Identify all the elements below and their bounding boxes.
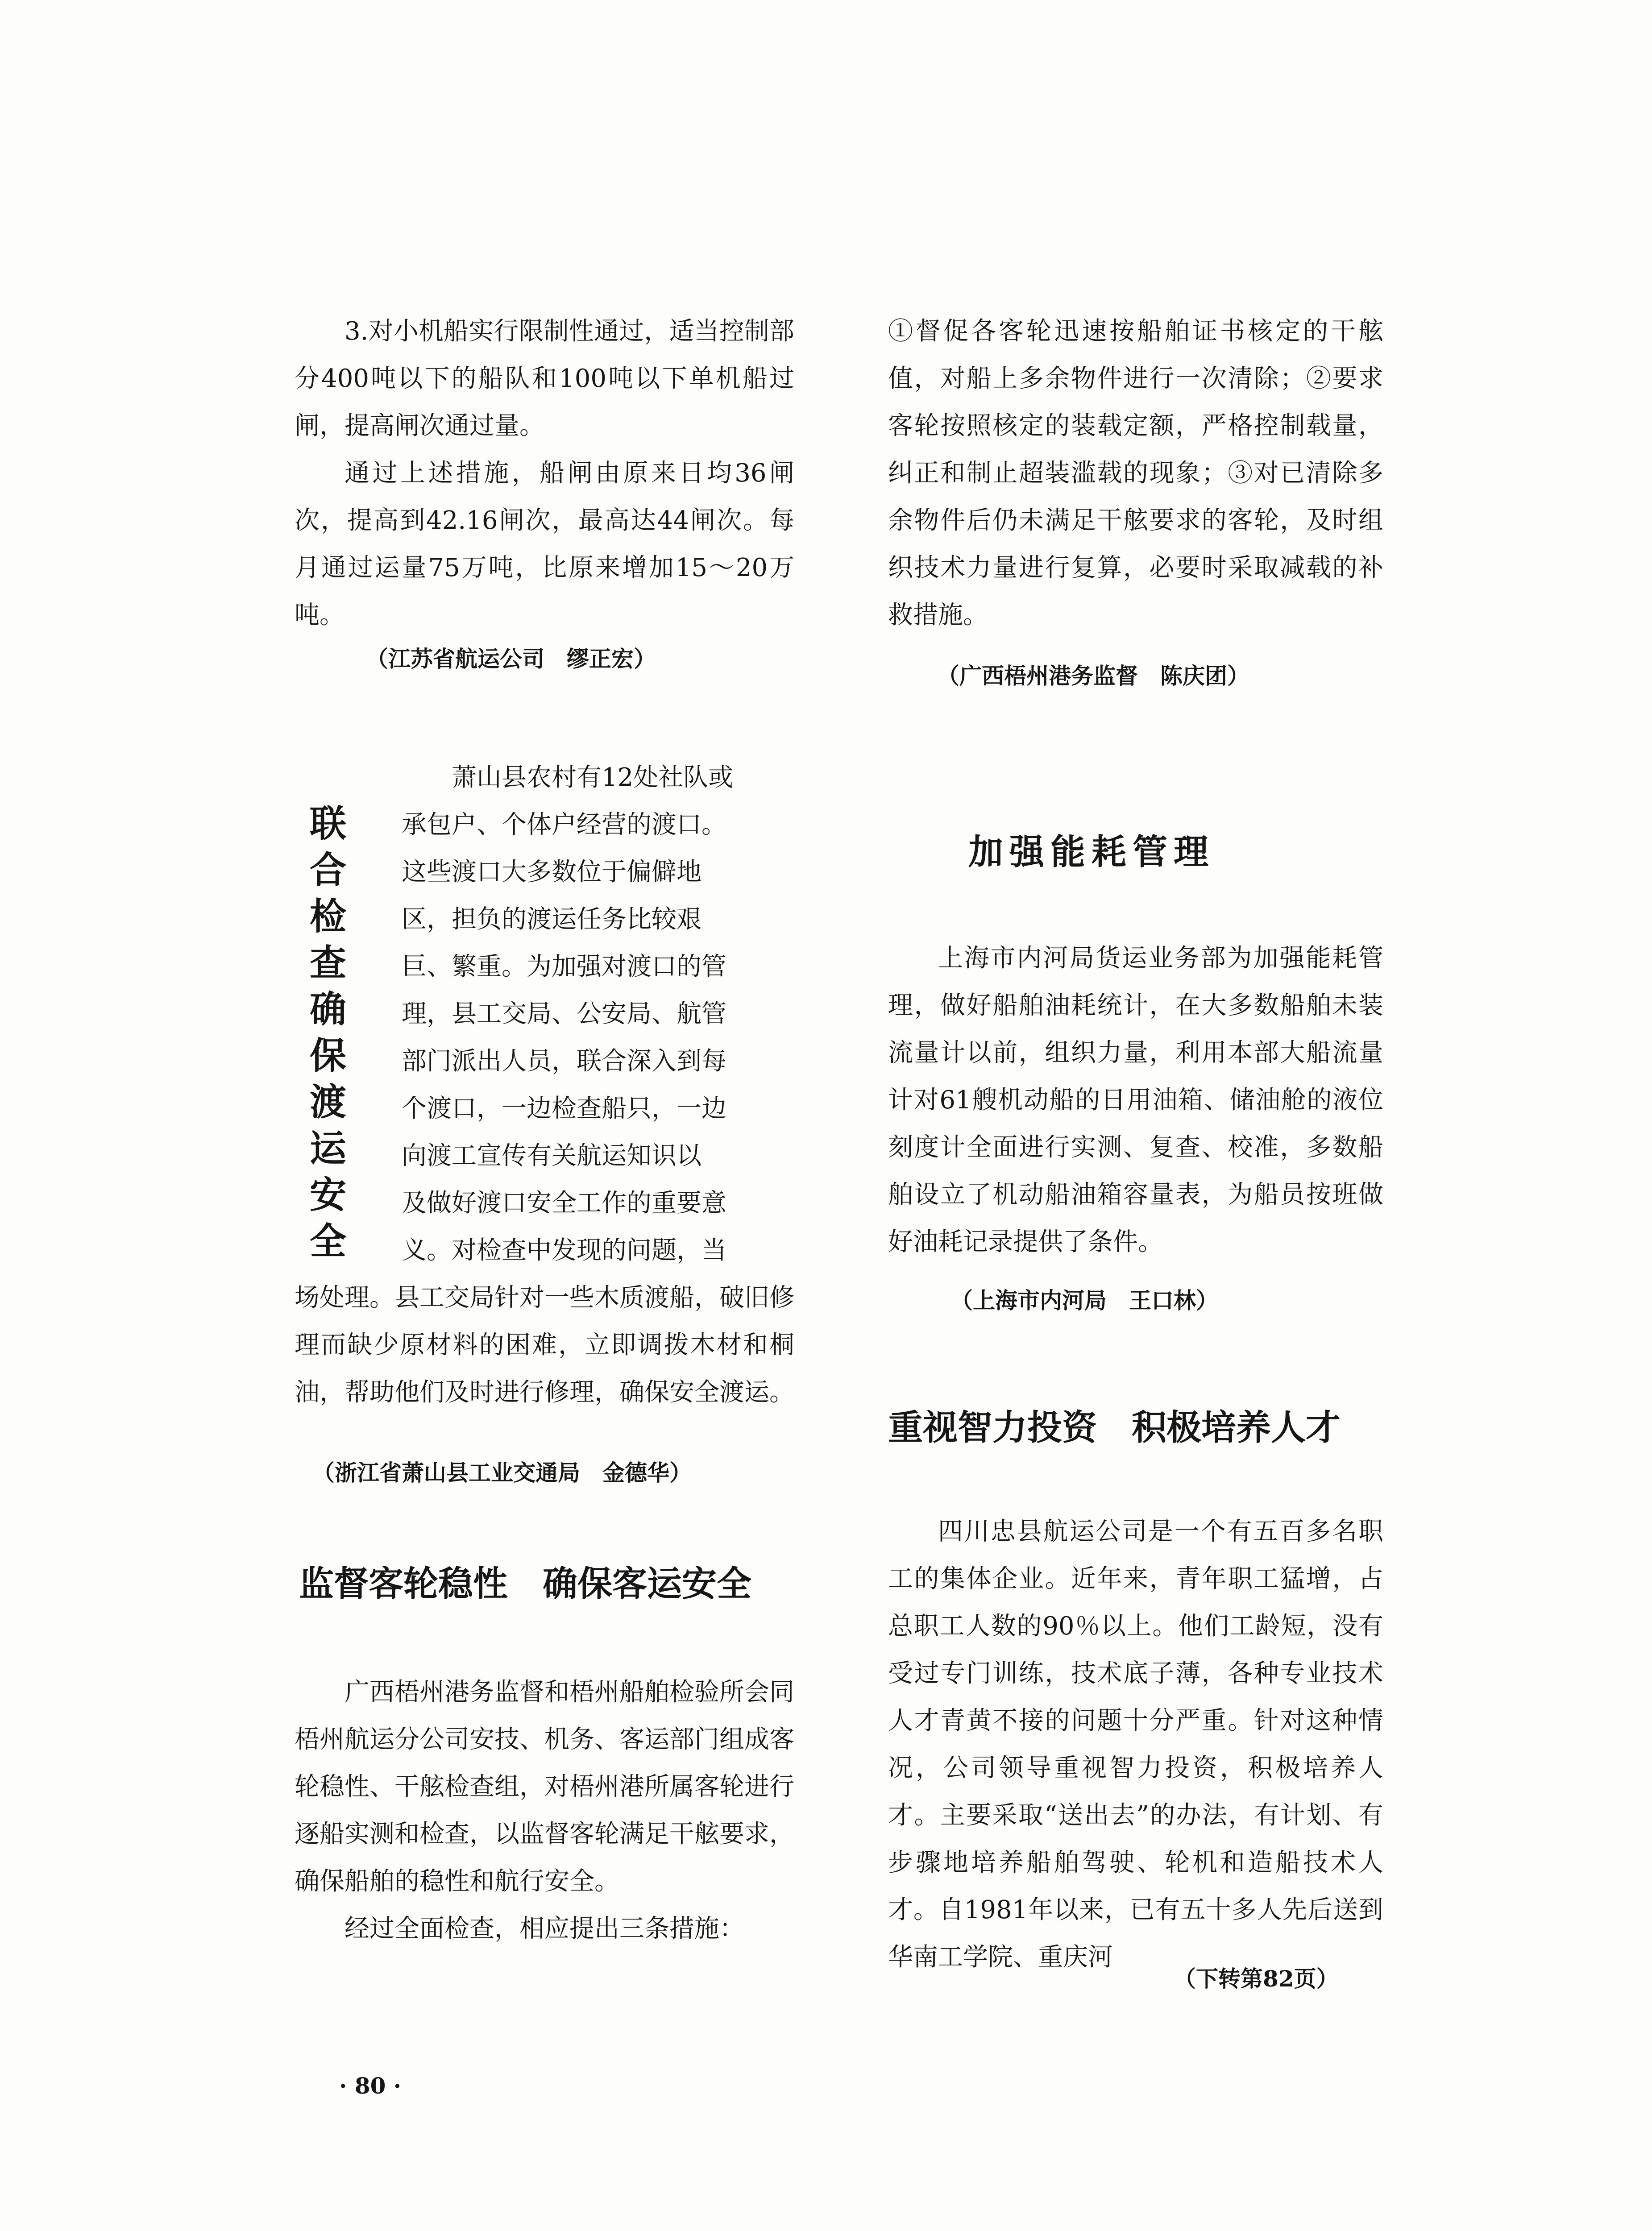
section-heading: 监督客轮稳性 确保客运安全 [299,1564,752,1604]
right-section3 [888,1508,1383,1981]
continued-note: （下转第82页） [1174,1966,1339,1992]
text-line: 理，县工交局、公安局、航管 [402,999,726,1028]
text-line: 区，担负的渡运任务比较艰 [402,905,701,934]
paragraph: 经过全面检查，相应提出三条措施： [345,1914,744,1943]
full-width-text [295,1274,794,1416]
byline: （上海市内河局 王口林） [951,1287,1218,1314]
paragraph: 场处理。县工交局针对一些木质渡船，破旧修理而缺少原材料的困难，立即调拨木材和桐油，帮助他们及时进行修理，确保安全渡运。 [295,1283,794,1407]
text-line: 承包户、个体户经营的渡口。 [402,810,726,839]
side-text [402,754,794,1274]
byline: （江苏省航运公司 缪正宏） [366,646,656,672]
paragraph: 广西梧州港务监督和梧州船舶检验所会同梧州航运分公司安技、机务、客运部门组成客轮稳性、干舷检查组，对梧州港所属客轮进行逐船实测和检查，以监督客轮满足干舷要求，确保船舶的稳性和航行安全。 [295,1678,794,1896]
text-line: 及做好渡口安全工作的重要意 [402,1189,726,1218]
left-section3 [295,1669,794,1953]
text-line: 这些渡口大多数位于偏僻地 [402,858,701,887]
paragraph: 四川忠县航运公司是一个有五百多名职工的集体企业。近年来，青年职工猛增，占总职工人数的90％以上。他们工龄短，没有受过专门训练，技术底子薄，各种专业技术人才青黄不接的问题十分严重。针对这种情况，公司领导重视智力投资，积极培养人才。主要采取“送出去”的办法，有计划、有步骤地培养船舶驾驶、轮机和造船技术人才。自1981年以来，已有五十多人先后送到华南工学院、重庆河 [888,1517,1383,1972]
text-line: 部门派出人员，联合深入到每 [402,1047,726,1076]
text-line: 巨、繁重。为加强对渡口的管 [402,952,726,981]
paragraph: 3.对小机船实行限制性通过，适当控制部分400吨以下的船队和100吨以下单机船过闸，提高闸次通过量。 [295,317,794,440]
right-section2 [888,935,1383,1266]
right-section1 [888,308,1383,639]
vertical-title: 联 合 检 查 确 保 渡 运 安 全 [309,803,346,1263]
section-heading: 加强能耗管理 [968,832,1215,872]
text-line: 义。对检查中发现的问题，当 [402,1236,726,1265]
byline: （浙江省萧山县工业交通局 金德华） [312,1460,692,1486]
page-number: · 80 · [339,2073,402,2099]
paragraph: ①督促各客轮迅速按船舶证书核定的干舷值，对船上多余物件进行一次清除；②要求客轮按照核定的装载定额，严格控制载量，纠正和制止超装滥载的现象；③对已清除多余物件后仍未满足干舷要求的客轮，及时组织技术力量进行复算，必要时采取减载的补救措施。 [888,317,1383,630]
text-line: 萧山县农村有12处社队或 [402,763,734,792]
section-heading: 重视智力投资 积极培养人才 [888,1408,1341,1448]
text-line: 个渡口，一边检查船只，一边 [402,1094,726,1123]
text-line: 向渡工宣传有关航运知识以 [402,1141,701,1170]
paragraph: 上海市内河局货运业务部为加强能耗管理，做好船舶油耗统计，在大多数船舶未装流量计以前，组织力量，利用本部大船流量计对61艘机动船的日用油箱、储油舱的液位刻度计全面进行实测、复查、校准，多数船舶设立了机动船油箱容量表，为船员按班做好油耗记录提供了条件。 [888,944,1383,1256]
byline: （广西梧州港务监督 陈庆团） [937,663,1249,689]
paragraph: 通过上述措施，船闸由原来日均36闸次，提高到42.16闸次，最高达44闸次。每月通过运量75万吨，比原来增加15～20万吨。 [295,459,794,630]
left-section1 [295,308,794,639]
